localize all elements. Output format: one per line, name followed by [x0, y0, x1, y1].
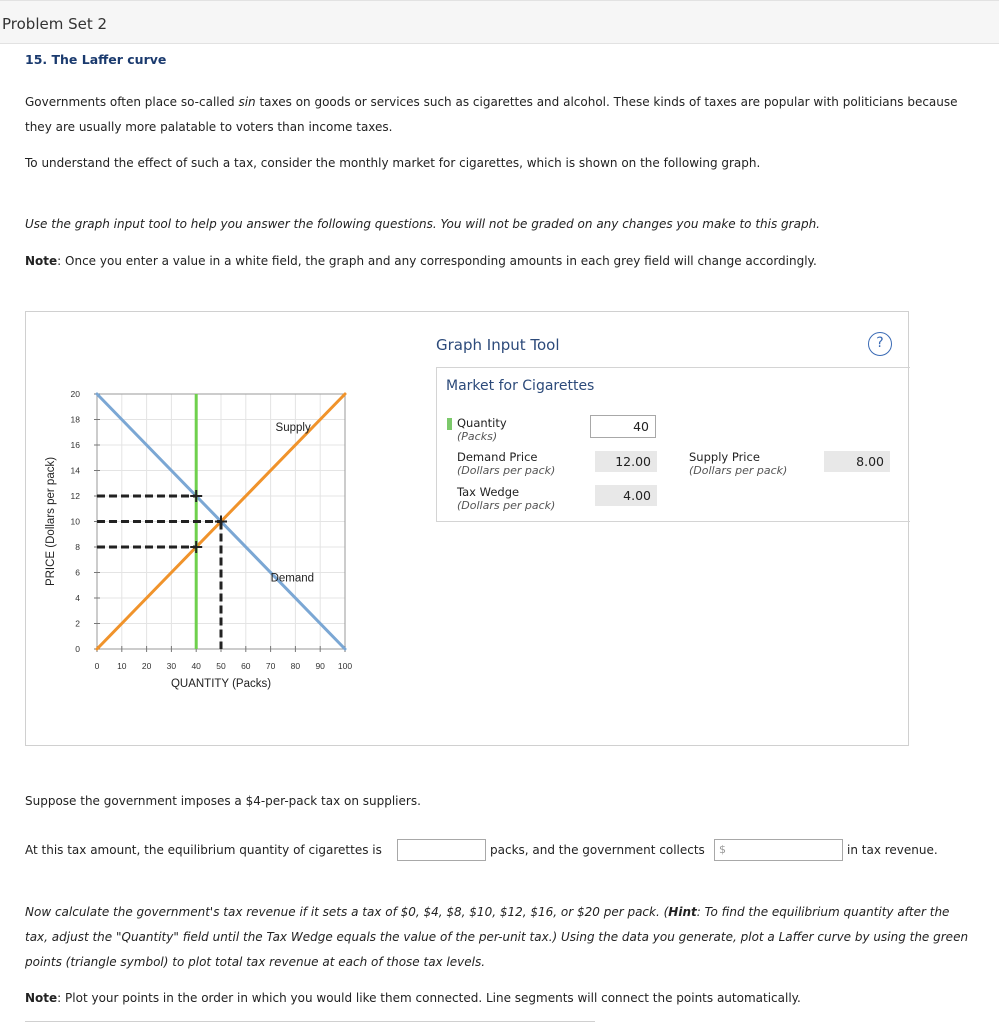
tax-wedge-field: 4.00 — [595, 485, 657, 506]
calc-instructions — [25, 900, 975, 975]
x-tick-label: 100 — [337, 661, 353, 671]
x-tick-label: 50 — [216, 661, 226, 671]
quantity-unit: (Packs) — [457, 430, 498, 443]
x-tick-label: 20 — [141, 661, 152, 671]
x-tick-label: 10 — [117, 661, 127, 671]
dollar-prefix: $ — [719, 843, 726, 856]
y-tick-label: 12 — [70, 491, 80, 501]
graph-input-tool-title: Graph Input Tool — [436, 336, 560, 354]
question-heading: 15. The Laffer curve — [25, 52, 167, 67]
y-tick-label: 2 — [75, 618, 80, 629]
y-tick-label: 20 — [70, 389, 80, 399]
question-part-2: packs, and the government collects — [490, 843, 705, 857]
quantity-label — [457, 417, 507, 443]
quantity-color-swatch — [447, 418, 452, 430]
instruction-text: Use the graph input tool to help you answer the following questions. You will not be graded on any changes you make to this graph. — [25, 217, 820, 231]
demand-price-label-text: Demand Price — [457, 450, 538, 464]
x-tick-label: 40 — [191, 661, 201, 671]
y-tick-label: 14 — [70, 465, 80, 476]
demand-price-unit: (Dollars per pack) — [457, 464, 556, 477]
panel-title: Market for Cigarettes — [446, 378, 595, 394]
supply-price-label — [689, 451, 787, 477]
divider — [25, 1021, 595, 1022]
tax-wedge-label — [457, 486, 555, 512]
x-tick-label: 0 — [94, 661, 100, 671]
note2-text: : Plot your points in the order in which you would like them connected. Line segments will connect the points automatically. — [57, 991, 801, 1005]
top-bar — [0, 0, 999, 44]
demand-price-field: 12.00 — [595, 451, 657, 472]
tax-revenue-input[interactable] — [714, 839, 843, 861]
x-tick-label: 70 — [265, 661, 276, 671]
supply-price-field: 8.00 — [824, 451, 890, 472]
y-tick-label: 6 — [75, 567, 80, 578]
help-icon[interactable]: ? — [868, 332, 892, 356]
x-tick-label: 80 — [290, 661, 301, 671]
x-tick-label: 60 — [241, 661, 251, 671]
intro-text-a: Governments often place so-called — [25, 95, 239, 109]
calc-text: Now calculate the government's tax revenue if it sets a tax of $0, $4, $8, $10, $12, $16, or $20 per pack. ( — [25, 905, 669, 919]
market-graph[interactable] — [26, 312, 436, 712]
demand-label: Demand — [270, 572, 315, 585]
intro-text-b: taxes on goods or services such as cigarettes and alcohol. These kinds of taxes are popular with politicians because they are usually more palatable to voters than income taxes. — [25, 95, 958, 134]
note-text: : Once you enter a value in a white field, the graph and any corresponding amounts in each grey field will change accordingly. — [57, 254, 817, 268]
market-panel — [436, 367, 910, 522]
supply-price-unit: (Dollars per pack) — [689, 464, 788, 477]
y-tick-label: 8 — [75, 542, 80, 552]
question-part-3: in tax revenue. — [847, 843, 938, 857]
y-tick-label: 4 — [75, 593, 80, 603]
x-axis-title: QUANTITY (Packs) — [170, 678, 272, 690]
supply-label: Supply — [275, 421, 311, 434]
demand-price-label — [457, 451, 555, 477]
y-axis-title: PRICE (Dollars per pack) — [45, 456, 57, 587]
x-tick-label: 30 — [166, 661, 177, 671]
hint-text: : To find the equilibrium quantity after the tax, adjust the "Quantity" field until the Tax Wedge equals the value of the per-unit tax.) Using the data you generate, plot a Laffer curve by using the green points (triangle symbol) to plot total tax revenue at each of those tax levels. — [25, 905, 969, 969]
note2-label: Note — [25, 991, 58, 1005]
question-part-1: At this tax amount, the equilibrium quantity of cigarettes is — [25, 843, 382, 857]
dashed-guides — [97, 490, 227, 649]
page-title: Problem Set 2 — [2, 15, 108, 33]
hint-label: Hint — [668, 905, 697, 919]
intro-paragraph-2: To understand the effect of such a tax, consider the monthly market for cigarettes, which is shown on the following graph. — [25, 156, 761, 170]
note-paragraph-2 — [25, 986, 975, 1011]
note-label: Note — [25, 254, 58, 268]
intro-italic: sin — [238, 95, 256, 109]
question-line — [25, 843, 985, 869]
supply-price-label-text: Supply Price — [689, 450, 760, 464]
graph-input-tool — [25, 311, 909, 746]
equilibrium-quantity-input[interactable] — [397, 839, 486, 861]
intro-paragraph — [25, 90, 965, 140]
y-tick-label: 16 — [70, 440, 80, 450]
tax-statement: Suppose the government imposes a $4-per-pack tax on suppliers. — [25, 794, 421, 808]
note-paragraph — [25, 249, 965, 274]
y-tick-label: 0 — [75, 644, 80, 654]
y-tick-label: 10 — [70, 516, 80, 527]
quantity-label-text: Quantity — [457, 416, 507, 430]
quantity-input[interactable]: 40 — [590, 415, 656, 438]
graph-labels — [45, 422, 314, 690]
y-tick-label: 18 — [70, 414, 80, 425]
x-tick-label: 90 — [315, 661, 325, 671]
tax-wedge-unit: (Dollars per pack) — [457, 499, 556, 512]
tax-wedge-label-text: Tax Wedge — [457, 485, 520, 499]
